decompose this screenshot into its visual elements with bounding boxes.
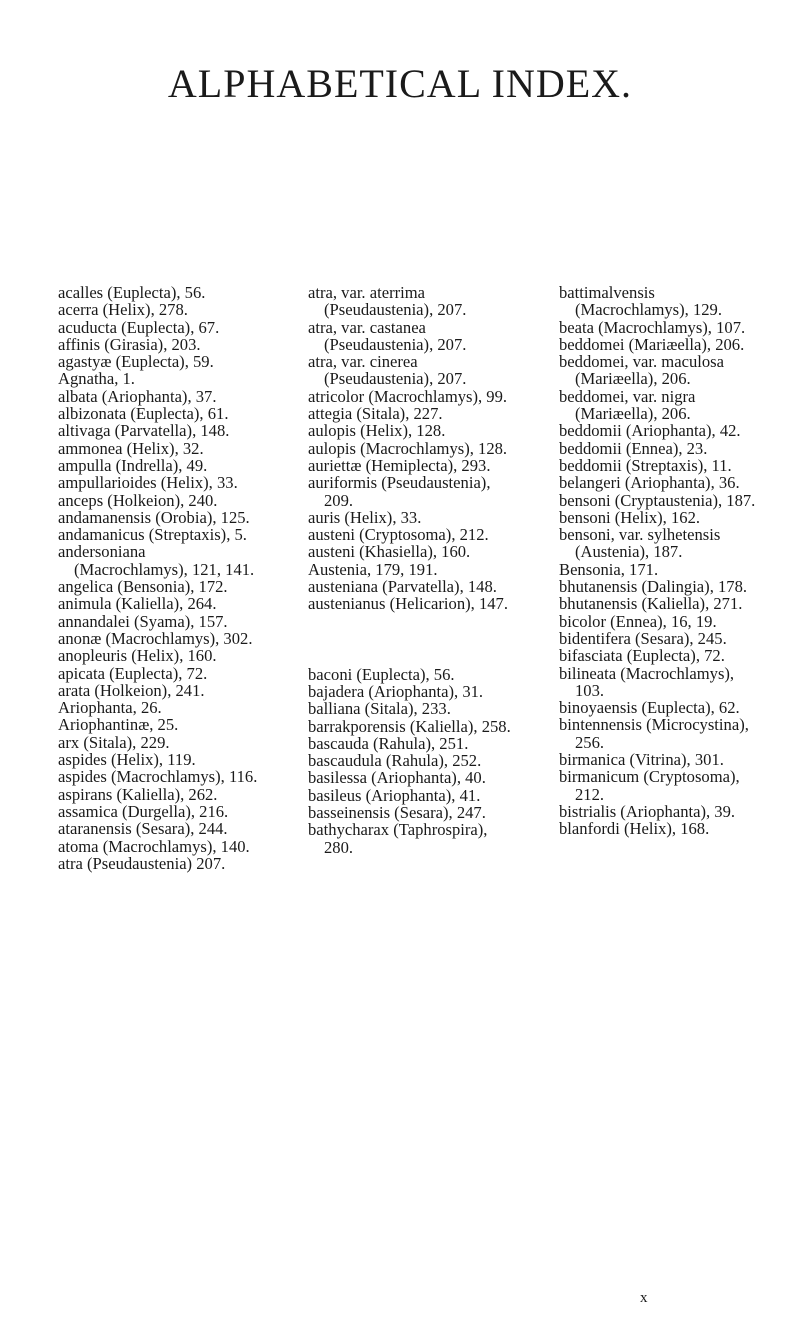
page-title: ALPHABETICAL INDEX.: [167, 61, 633, 106]
index-entry: baconi (Euplecta), 56.: [308, 664, 455, 684]
index-entry: bicolor (Ennea), 16, 19.: [559, 611, 717, 631]
index-entry: atoma (Macrochlamys), 140.: [58, 836, 250, 856]
index-entry: animula (Kaliella), 264.: [58, 594, 217, 614]
index-entry: bifasciata (Euplecta), 72.: [559, 646, 725, 666]
index-entry: belangeri (Ariophanta), 36.: [559, 473, 740, 493]
index-entry: acuducta (Euplecta), 67.: [58, 317, 220, 337]
index-entry: bilineata (Macrochlamys), 103.: [559, 663, 735, 700]
index-entry: birmanica (Vitrina), 301.: [559, 750, 724, 770]
index-entry: arata (Holkeion), 241.: [58, 680, 205, 700]
page-folio: x: [640, 1290, 648, 1306]
index-entry: austeni (Cryptosoma), 212.: [308, 525, 489, 545]
index-entry: ataranensis (Sesara), 244.: [58, 819, 228, 839]
index-entry: balliana (Sitala), 233.: [308, 699, 451, 719]
index-entry: auris (Helix), 33.: [308, 507, 422, 527]
index-entry: acerra (Helix), 278.: [58, 300, 188, 320]
index-entry: Ariophantinæ, 25.: [58, 715, 179, 735]
index-entry: bidentifera (Sesara), 245.: [559, 628, 727, 648]
index-entry: acalles (Euplecta), 56.: [58, 283, 206, 302]
index-entry: bascaudula (Rahula), 252.: [308, 751, 482, 771]
index-entry: bhutanensis (Dalingia), 178.: [559, 577, 748, 597]
index-entry: beata (Macrochlamys), 107.: [559, 317, 746, 337]
index-entry: ampullarioides (Helix), 33.: [58, 473, 238, 493]
index-entry: beddomei, var. nigra (Mariæella), 206.: [559, 386, 696, 424]
index-entry: anceps (Holkeion), 240.: [58, 490, 218, 510]
index-entry: bathycharax (Taphrospira), 280.: [308, 820, 488, 857]
index-entry: beddomei, var. maculosa (Mariæella), 206.: [559, 352, 724, 389]
index-entry: Austenia, 179, 191.: [308, 559, 438, 579]
index-entry: albata (Ariophanta), 37.: [58, 386, 217, 406]
index-entry: anopleuris (Helix), 160.: [58, 646, 217, 666]
index-entry: binoyaensis (Euplecta), 62.: [559, 698, 740, 718]
index-entry: affinis (Girasia), 203.: [58, 334, 201, 354]
index-entry: bensoni (Cryptaustenia), 187.: [559, 490, 756, 510]
index-entry: basilessa (Ariophanta), 40.: [308, 768, 486, 788]
index-entry: auriettæ (Hemiplecta), 293.: [308, 455, 491, 475]
index-entry: beddomii (Streptaxis), 11.: [559, 455, 732, 475]
index-entry: albizonata (Euplecta), 61.: [58, 404, 229, 424]
index-entry: angelica (Bensonia), 172.: [58, 577, 228, 597]
index-entry: aspides (Macrochlamys), 116.: [58, 767, 258, 787]
index-entry: austeniana (Parvatella), 148.: [308, 577, 497, 597]
index-entry: aspirans (Kaliella), 262.: [58, 784, 218, 804]
index-entry: atra, var. aterrima (Pseudaustenia), 207.: [308, 283, 467, 320]
index-entry: andamanicus (Streptaxis), 5.: [58, 525, 247, 545]
index-entry: bistrialis (Ariophanta), 39.: [559, 801, 736, 821]
index-column-2: [308, 284, 513, 856]
index-entry: aulopis (Helix), 128.: [308, 421, 446, 441]
index-column-3: [559, 284, 764, 838]
index-entry: agastyæ (Euplecta), 59.: [58, 352, 214, 372]
index-entry: altivaga (Parvatella), 148.: [58, 421, 230, 441]
index-entry: arx (Sitala), 229.: [58, 732, 170, 752]
index-entry: assamica (Durgella), 216.: [58, 801, 229, 821]
index-entry: battimalvensis (Macrochlamys), 129.: [559, 283, 722, 320]
index-entry: bintennensis (Microcystina), 256.: [559, 715, 749, 752]
index-entry: atra, var. castanea (Pseudaustenia), 207.: [308, 317, 467, 354]
index-entry: anonæ (Macrochlamys), 302.: [58, 628, 253, 648]
index-entry: bensoni, var. sylhetensis (Austenia), 187.: [559, 525, 721, 562]
index-entry: bensoni (Helix), 162.: [559, 507, 701, 527]
index-entry: beddomei (Mariæella), 206.: [559, 334, 745, 354]
index-entry: andamanensis (Orobia), 125.: [58, 507, 250, 527]
index-entry: beddomii (Ennea), 23.: [559, 438, 708, 458]
index-entry: Agnatha, 1.: [58, 369, 135, 389]
index-entry: bhutanensis (Kaliella), 271.: [559, 594, 743, 614]
index-entry: annandalei (Syama), 157.: [58, 611, 228, 631]
index-entry: birmanicum (Cryptosoma), 212.: [559, 767, 740, 804]
index-entry: beddomii (Ariophanta), 42.: [559, 421, 741, 441]
index-entry: aspides (Helix), 119.: [58, 750, 196, 770]
index-entry: aulopis (Macrochlamys), 128.: [308, 438, 508, 458]
index-entry: blanfordi (Helix), 168.: [559, 819, 710, 839]
letter-break: [308, 613, 513, 666]
index-entry: basseinensis (Sesara), 247.: [308, 803, 486, 823]
index-entry: bascauda (Rahula), 251.: [308, 733, 469, 753]
index-entry: andersoniana (Macrochlamys), 121, 141.: [58, 542, 255, 579]
index-column-1: [58, 284, 263, 872]
index-entry: basileus (Ariophanta), 41.: [308, 785, 481, 805]
index-entry: auriformis (Pseudaustenia), 209.: [308, 473, 491, 510]
index-entry: atra, var. cinerea (Pseudaustenia), 207.: [308, 352, 467, 389]
index-entry: ampulla (Indrella), 49.: [58, 455, 208, 475]
index-entry: Ariophanta, 26.: [58, 698, 162, 718]
index-entry: ammonea (Helix), 32.: [58, 438, 204, 458]
index-entry: bajadera (Ariophanta), 31.: [308, 681, 484, 701]
index-entry: atricolor (Macrochlamys), 99.: [308, 386, 508, 406]
index-entry: atra (Pseudaustenia) 207.: [58, 853, 226, 873]
index-entry: attegia (Sitala), 227.: [308, 404, 443, 424]
index-entry: austenianus (Helicarion), 147.: [308, 594, 508, 614]
index-entry: Bensonia, 171.: [559, 559, 659, 579]
index-entry: austeni (Khasiella), 160.: [308, 542, 471, 562]
index-entry: barrakporensis (Kaliella), 258.: [308, 716, 511, 736]
index-entry: apicata (Euplecta), 72.: [58, 663, 208, 683]
